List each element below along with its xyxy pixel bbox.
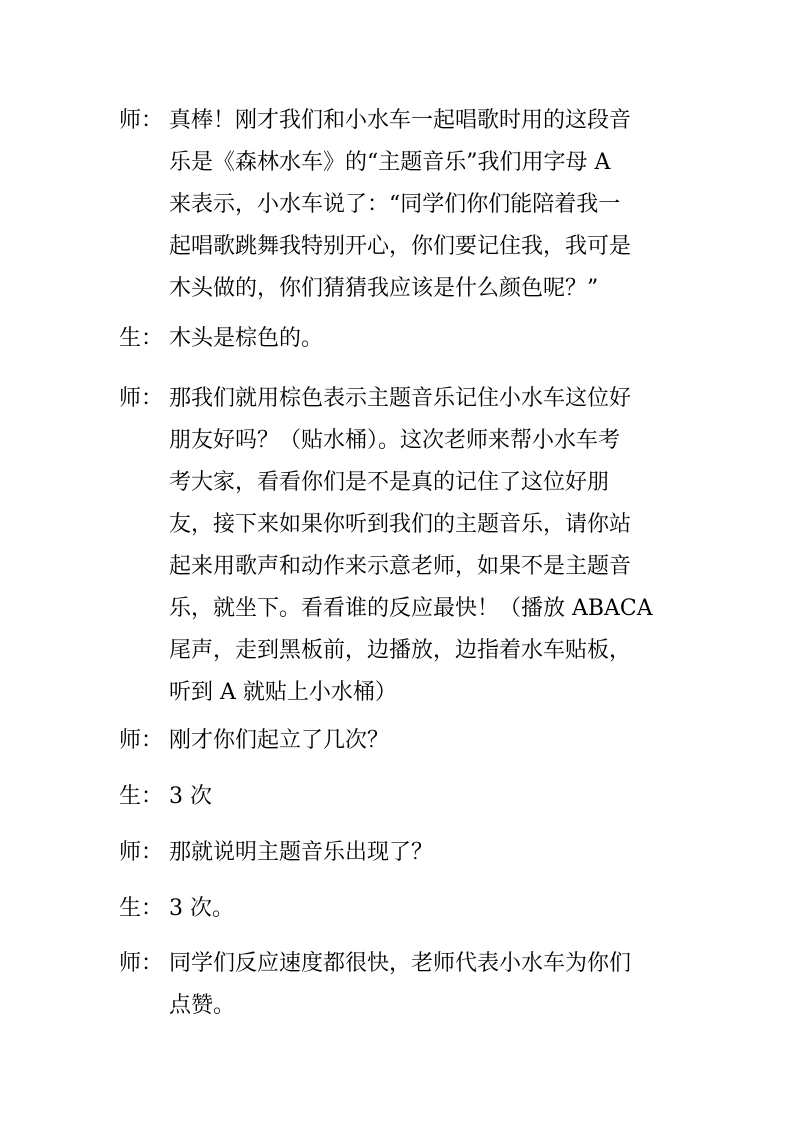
speech-text: 木头是棕色的。 [169, 326, 324, 351]
speech-text: 那就说明主题音乐出现了？ [169, 840, 434, 865]
dialogue-entry [119, 318, 679, 360]
speaker-label: 师： [119, 386, 164, 411]
speaker-label: 生： [119, 896, 164, 921]
speech-text: 真棒！刚才我们和小水车一起唱歌时用的这段音 乐是《森林水车》的“主题音乐”我们用字母 A 来表示，小水车说了：“同学们你们能陪着我一 起唱歌跳舞我特别开心，你们要记住我，我可是 木头做的，你们猜猜我应该是什么颜色呢？” [169, 108, 632, 301]
speaker-label: 师： [119, 840, 164, 865]
speaker-label: 师： [119, 108, 164, 133]
speech-text: 3 次 [169, 784, 212, 809]
dialogue-entry [119, 832, 679, 874]
speech-text: 刚才你们起立了几次？ [169, 728, 390, 753]
speech-text: 3 次。 [169, 896, 234, 921]
speaker-label: 生： [119, 784, 164, 809]
speaker-label: 生： [119, 326, 164, 351]
dialogue-entry [119, 100, 679, 310]
speech-text: 同学们反应速度都很快，老师代表小水车为你们 点赞。 [169, 951, 632, 1018]
dialogue-entry [119, 378, 679, 714]
dialogue-entry [119, 720, 679, 762]
speaker-label: 师： [119, 951, 164, 976]
speech-text: 那我们就用棕色表示主题音乐记住小水车这位好 朋友好吗？（贴水桶）。这次老师来帮小水车考 考大家，看看你们是不是真的记住了这位好朋 友，接下来如果你听到我们的主题音乐，请你站 起来用歌声和动作来示意老师，如果不是主题音 乐，就坐下。看看谁的反应最快！（播放 ABACA 尾声，走到黑板前，边播放，边指着水车贴板， 听到 A 就贴上小水桶） [169, 386, 653, 705]
dialogue-entry [119, 943, 679, 1027]
dialogue-entry [119, 888, 679, 930]
dialogue-entry [119, 776, 679, 818]
speaker-label: 师： [119, 728, 164, 753]
